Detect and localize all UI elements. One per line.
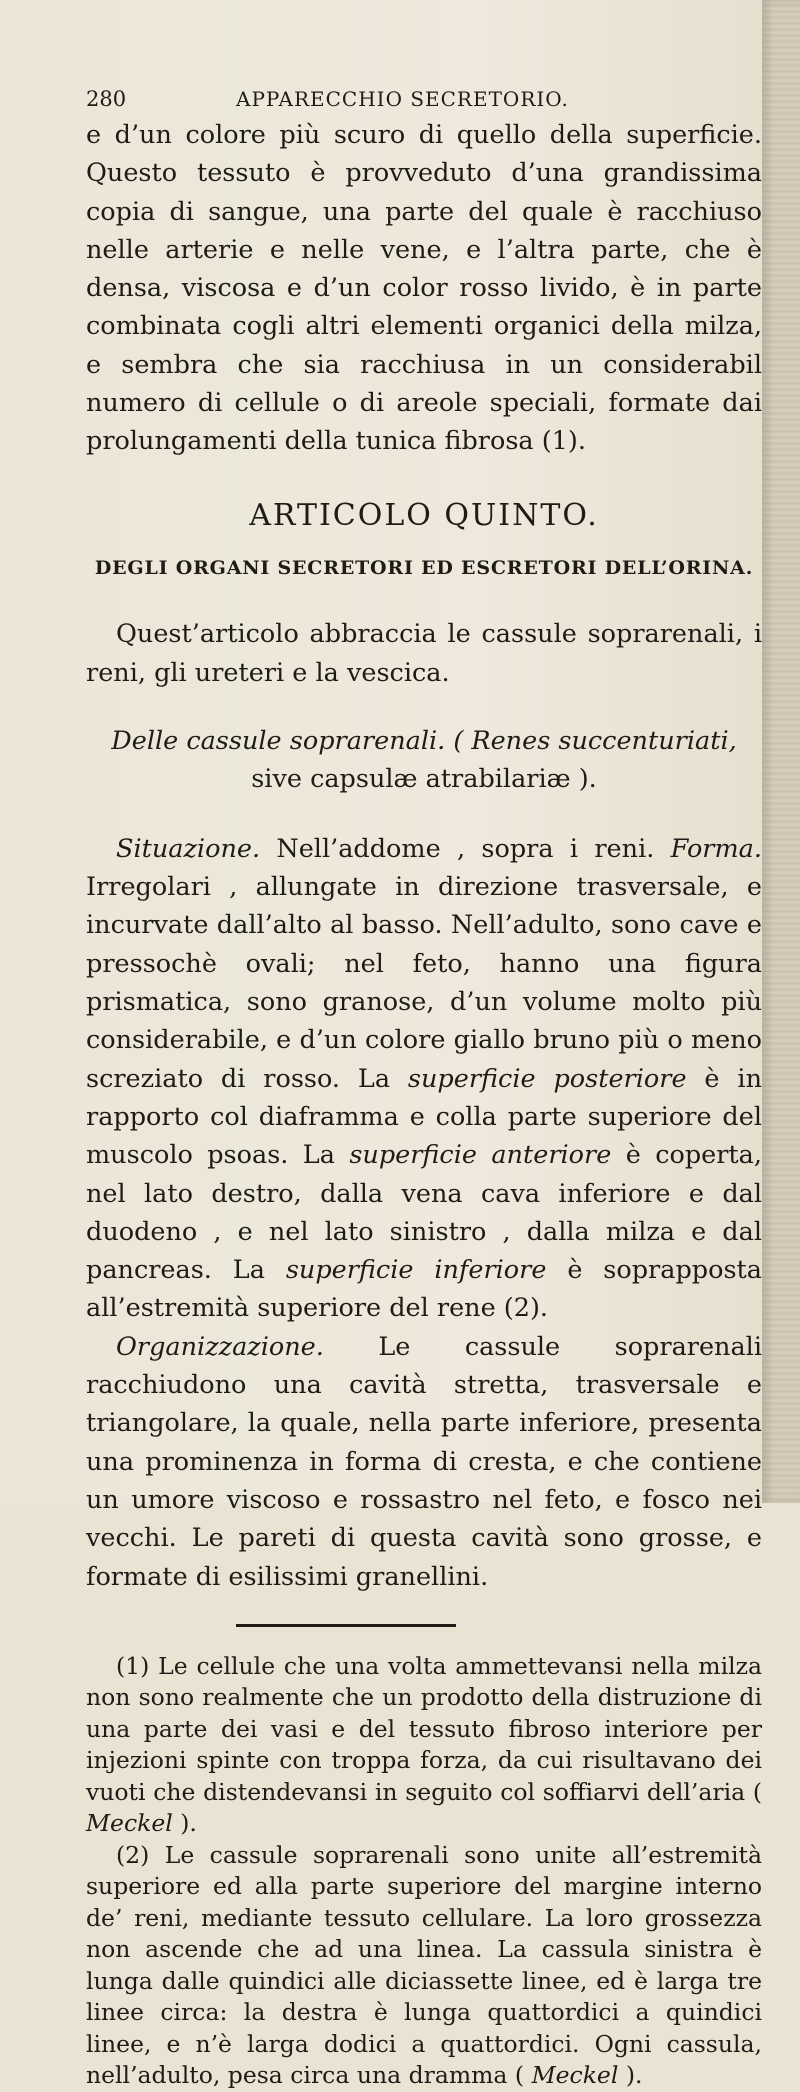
footnote-1-author: Meckel <box>86 1809 173 1838</box>
body-paragraph-situazione <box>86 830 762 1328</box>
em-superficie-posteriore: superficie posteriore <box>407 1063 687 1094</box>
page-header <box>86 80 762 114</box>
footnote-1 <box>86 1651 762 1840</box>
text-posteriore: è in rapporto col diaframma e colla parte superiore del muscolo psoas. La <box>86 1063 762 1171</box>
article-title: ARTICOLO QUINTO. <box>249 497 599 533</box>
footnote-2-author: Meckel <box>531 2061 619 2090</box>
article-subtitle: DEGLI ORGANI SECRETORI ED ESCRETORI DELL’ORINA. <box>94 556 754 579</box>
lead-forma: Forma. <box>670 833 762 864</box>
text-forma: Irregolari , allungate in direzione trasversale, e incurvate dall’alto al basso. Nell’adulto, sono cave e pressochè ovali; nel feto, hanno una figura prismatica, sono granose, d’un volume molto più considerabile, e d’un colore giallo bruno più o meno screziato di rosso. La <box>86 872 762 1094</box>
lead-situazione: Situazione. <box>116 833 261 864</box>
section-title-line2: sive capsulæ atrabilariæ ). <box>251 763 597 794</box>
section-title-line1: Delle cassule soprarenali. ( Renes succenturiati, <box>111 725 737 756</box>
footnote-2-end: ). <box>618 2061 643 2090</box>
page-number: 280 <box>86 87 127 111</box>
page-content <box>86 80 762 2092</box>
footnote-2-text: (2) Le cassule soprarenali sono unite all’estremità superiore ed alla parte superiore del margine interno de’ reni, mediante tessuto cellulare. La loro grossezza non ascende che ad una linea. La cassula sinistra è lunga dalle quindici alle diciassette linee, ed è larga tre linee circa: la destra è lunga quattordici a quindici linee, e n’è larga dodici a quattordici. Ogni cassula, nell’adulto, pesa circa una dramma ( <box>86 1840 762 2090</box>
article-intro: Quest’articolo abbraccia le cassule soprarenali, i reni, gli ureteri e la vescica. <box>86 619 762 688</box>
intro-paragraph: e d’un colore più scuro di quello della superficie. Questo tessuto è provveduto d’una grandissima copia di sangue, una parte del quale è racchiuso nelle arterie e nelle vene, e l’altra parte, che è densa, viscosa e d’un color rosso livido, è in parte combinata cogli altri elementi organici della milza, e sembra che sia racchiusa in un considerabil numero di cellule o di areole speciali, formate dai prolungamenti della tunica fibrosa (1). <box>86 120 762 457</box>
text-organizzazione: Le cassule soprarenali racchiudono una cavità stretta, trasversale e triangolare, la quale, nella parte inferiore, presenta una prominenza in forma di cresta, e che contiene un umore viscoso e rossastro nel feto, e fosco nei vecchi. Le pareti di questa cavità sono grosse, e formate di esilissimi granellini. <box>86 1331 762 1592</box>
em-superficie-inferiore: superficie inferiore <box>285 1255 547 1286</box>
section-title <box>86 722 762 798</box>
em-superficie-anteriore: superficie anteriore <box>349 1140 612 1171</box>
running-title: APPARECCHIO SECRETORIO. <box>236 87 569 111</box>
footnote-1-text: (1) Le cellule che una volta ammettevansi nella milza non sono realmente che un prodotto della distruzione di una parte dei vasi e del tessuto fibroso interiore per injezioni spinte con troppa forza, da cui risultavano dei vuoti che distendevansi in seguito col soffiarvi dell’aria ( <box>86 1651 762 1806</box>
footnote-1-end: ). <box>172 1809 197 1838</box>
footnote-divider <box>236 1624 456 1627</box>
text-situazione: Nell’addome , sopra i reni. <box>260 833 671 864</box>
text-anteriore: è coperta, nel lato destro, dalla vena cava inferiore e dal duodeno , e nel lato sinistro , dalla milza e dal pancreas. La <box>86 1140 762 1286</box>
footnotes <box>86 1651 762 2092</box>
text-inferiore: è soprapposta all’estremità superiore del rene (2). <box>86 1255 762 1324</box>
book-spine-edge <box>762 0 800 1503</box>
lead-organizzazione: Organizzazione. <box>116 1331 324 1362</box>
footnote-2 <box>86 1840 762 2092</box>
body-paragraph-organizzazione <box>86 1328 762 1596</box>
